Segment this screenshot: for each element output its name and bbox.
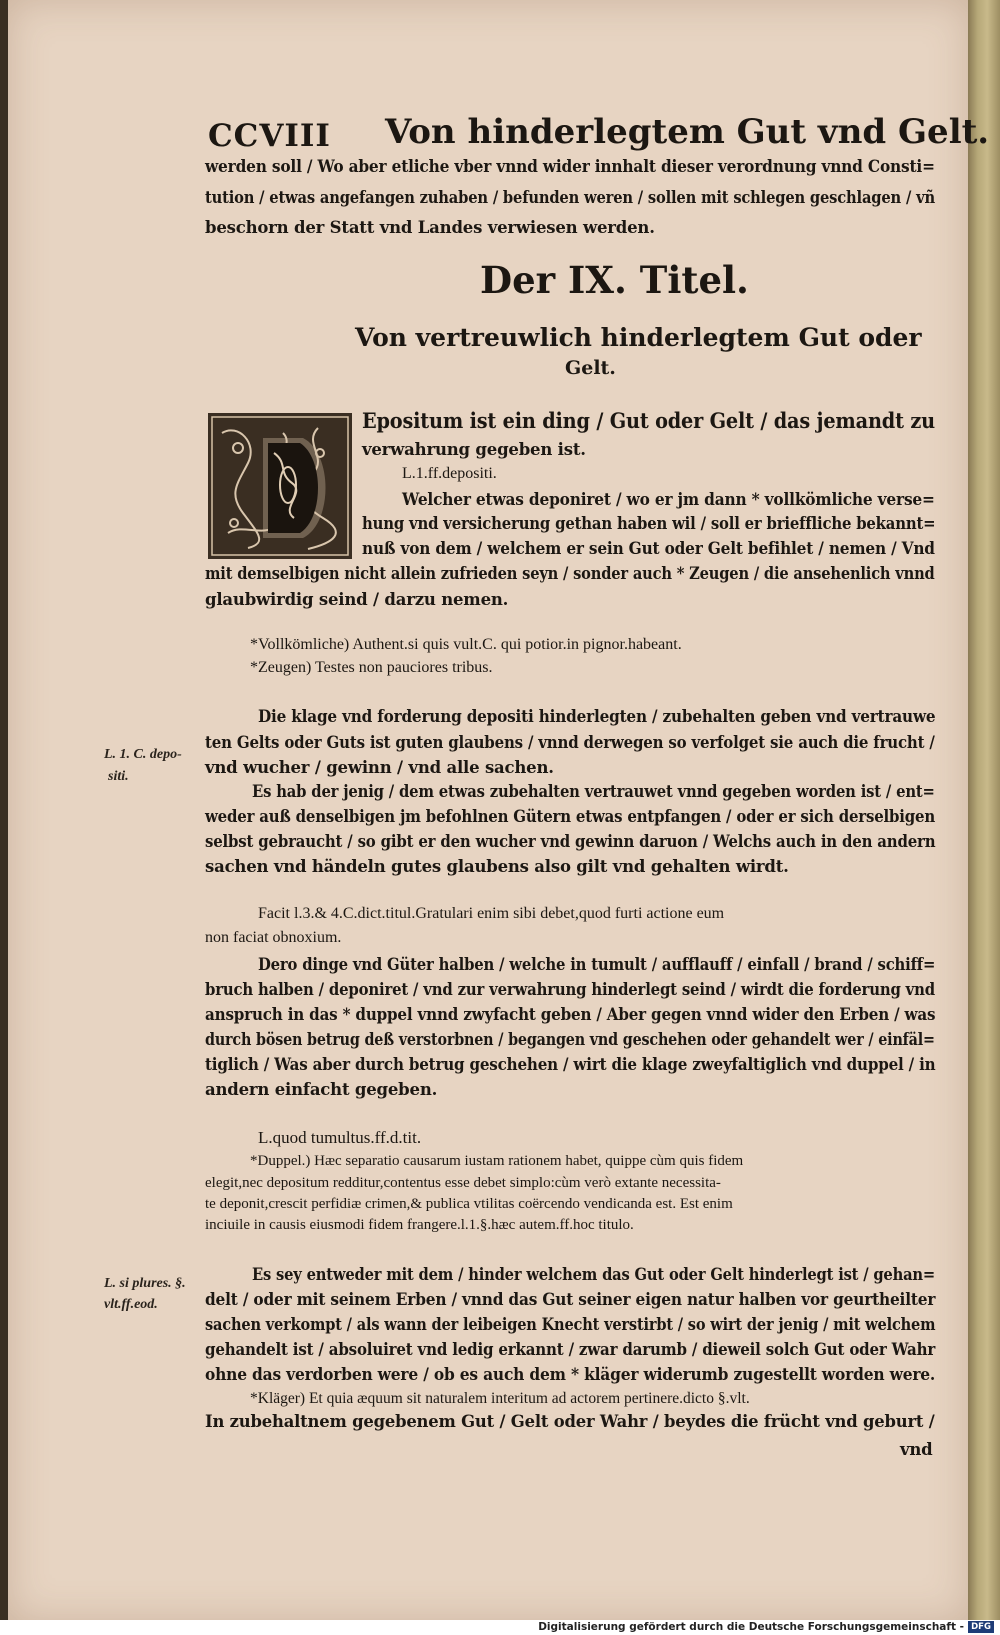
footnote: *Zeugen) Testes non pauciores tribus. xyxy=(250,659,493,676)
para-line: andern einfacht gegeben. xyxy=(205,1080,438,1099)
latin-citation: non faciat obnoxium. xyxy=(205,929,342,946)
section-title: Der IX. Titel. xyxy=(480,258,749,302)
intro-line: beschorn der Statt vnd Landes verwiesen werden. xyxy=(205,218,655,237)
margin-note: L. si plures. §. xyxy=(104,1276,186,1291)
para-line: ohne das verdorben were / ob es auch dem * kläger widerumb zugestellt worden were. xyxy=(205,1365,936,1384)
citation: L.1.ff.depositi. xyxy=(402,465,497,482)
latin-note: *Duppel.) Hæc separatio causarum iustam rationem habet, quippe cùm quis fidem xyxy=(250,1153,744,1169)
para-line: vnd wucher / gewinn / vnd alle sachen. xyxy=(205,758,554,777)
para-line: tiglich / Was aber durch betrug geschehen / wirt die klage zweyfaltiglich vnd duppel / in xyxy=(205,1055,936,1074)
para-line: Es sey entweder mit dem / hinder welchem das Gut oder Gelt hinderlegt ist / gehan= xyxy=(252,1265,936,1284)
funding-credit: Digitalisierung gefördert durch die Deutsche Forschungsgemeinschaft - xyxy=(538,1621,964,1633)
para-line: anspruch in das * duppel vnnd zwyfacht geben / Aber gegen vnnd wider den Erben / was xyxy=(205,1005,936,1024)
para-line: Die klage vnd forderung depositi hinderlegten / zubehalten geben vnd vertrauwe xyxy=(258,707,936,726)
para-line: bruch halben / deponiret / vnd zur verwahrung hinderlegt seind / wirdt die forderung vnd xyxy=(205,980,935,999)
decorated-initial xyxy=(208,413,352,559)
initial-ornament-icon xyxy=(208,413,352,559)
margin-note: L. 1. C. depo- xyxy=(104,747,182,762)
catchword: vnd xyxy=(900,1440,933,1459)
para-line: ten Gelts oder Guts ist guten glaubens / vnnd derwegen so verfolget sie auch die frucht / xyxy=(205,733,935,752)
para-line: Es hab der jenig / dem etwas zubehalten vertrauwet vnnd gegeben worden ist / ent= xyxy=(252,782,935,801)
para-line: selbst gebraucht / so gibt er den wucher vnd gewinn daruon / Welchs auch in den andern xyxy=(205,832,936,851)
para-line: nuß von dem / welchem er sein Gut oder Gelt befihlet / nemen / Vnd xyxy=(362,539,935,558)
para-line: sachen vnd händeln gutes glaubens also gilt vnd gehalten wirdt. xyxy=(205,857,789,876)
footnote: *Kläger) Et quia æquum sit naturalem interitum ad actorem pertinere.dicto §.vlt. xyxy=(250,1390,750,1407)
intro-line: werden soll / Wo aber etliche vber vnnd wider innhalt dieser verordnung vnnd Consti= xyxy=(205,157,935,176)
para-line: gehandelt ist / absoluiret vnd ledig erkannt / zwar darumb / dieweil solch Gut oder Wahr xyxy=(205,1340,936,1359)
intro-line: tution / etwas angefangen zuhaben / befunden weren / sollen mit schlegen geschlagen / vñ xyxy=(205,188,935,207)
para-line: durch bösen betrug deß verstorbnen / begangen vnd geschehen oder gehandelt wer / einfäl= xyxy=(205,1030,935,1049)
book-fore-edge xyxy=(968,0,1000,1622)
para-line: Epositum ist ein ding / Gut oder Gelt / das jemandt zu xyxy=(362,408,935,433)
para-line: delt / oder mit seinem Erben / vnnd das Gut seiner eigen natur halben vor geurtheilter xyxy=(205,1290,936,1309)
latin-citation: Facit l.3.& 4.C.dict.titul.Gratulari enim sibi debet,quod furti actione eum xyxy=(258,905,725,922)
para-line: hung vnd versicherung gethan haben wil / soll er brieffliche bekannt= xyxy=(362,514,936,533)
para-line: sachen verkompt / als wann der leibeigen Knecht verstirbt / so wirt der jenig / mit welchem xyxy=(205,1315,936,1334)
footnote: *Vollkömliche) Authent.si quis vult.C. qui potior.in pignor.habeant. xyxy=(250,636,682,653)
para-line: mit demselbigen nicht allein zufrieden seyn / sonder auch * Zeugen / die ansehenlich vnnd xyxy=(205,564,935,583)
para-line: verwahrung gegeben ist. xyxy=(362,440,586,459)
dfg-logo: DFG xyxy=(968,1621,994,1633)
para-line: Dero dinge vnd Güter halben / welche in tumult / aufflauff / einfall / brand / schiff= xyxy=(258,955,936,974)
latin-note: inciuile in causis eiusmodi fidem frangere.l.1.§.hæc autem.ff.hoc titulo. xyxy=(205,1217,634,1233)
para-line: weder auß denselbigen jm befohlnen Gütern etwas entpfangen / oder er sich derselbigen xyxy=(205,807,936,826)
para-line: glaubwirdig seind / darzu nemen. xyxy=(205,590,509,609)
para-line: In zubehaltnem gegebenem Gut / Gelt oder Wahr / beydes die frücht vnd geburt / xyxy=(205,1412,935,1431)
running-title: Von hinderlegtem Gut vnd Gelt. xyxy=(385,112,990,152)
margin-note: siti. xyxy=(108,769,129,784)
latin-note: elegit,nec depositum redditur,contentus esse debet simplo:cùm verò extante necessita- xyxy=(205,1175,721,1191)
section-subtitle: Von vertreuwlich hinderlegtem Gut oder xyxy=(355,323,922,352)
latin-note: te deponit,crescit perfidiæ crimen,& publica vtilitas coërcendo vendicanda est. Est enim xyxy=(205,1196,733,1212)
latin-citation: L.quod tumultus.ff.d.tit. xyxy=(258,1128,422,1147)
page-number: CCVIII xyxy=(208,118,331,154)
para-line: Welcher etwas deponiret / wo er jm dann * vollkömliche verse= xyxy=(402,490,935,509)
section-subtitle-cont: Gelt. xyxy=(565,357,616,379)
margin-note: vlt.ff.eod. xyxy=(104,1297,158,1312)
